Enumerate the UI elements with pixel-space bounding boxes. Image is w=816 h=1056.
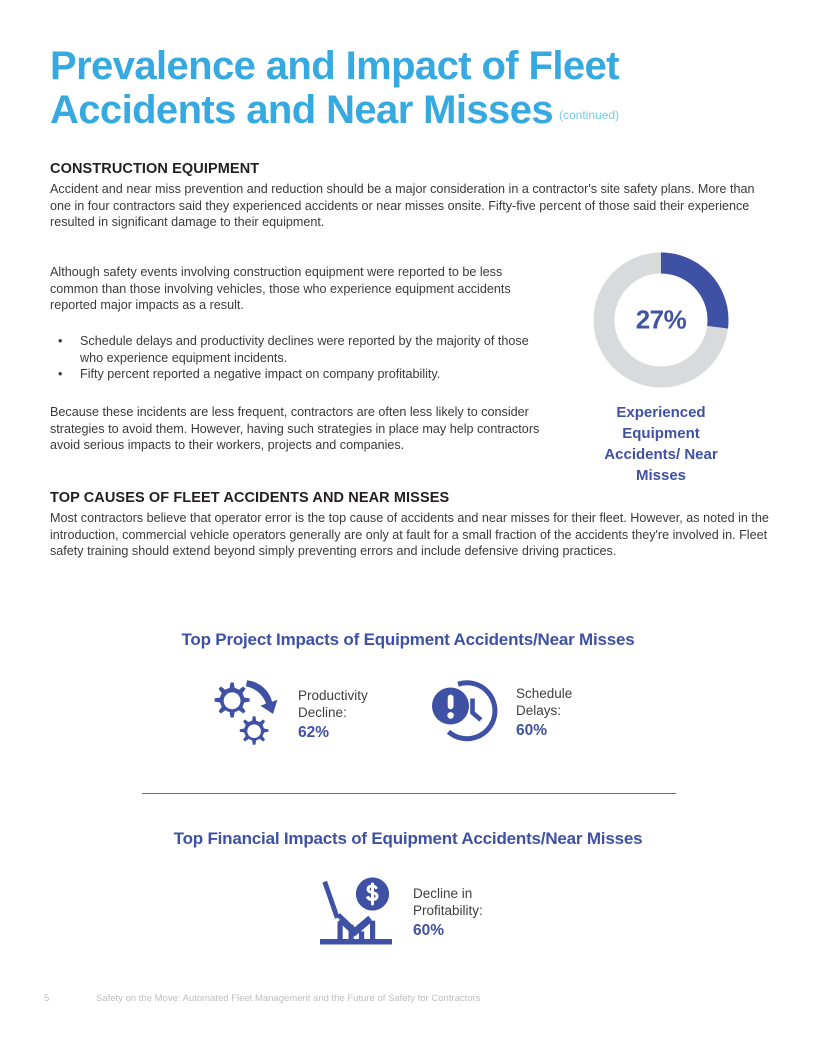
paragraph-construction-intro: Accident and near miss prevention and reduction should be a major consideration in a contractor's site safety plans. More than one in four contractors said they experienced accidents or near misses onsite. Fifty-five percent of those said their experience resulted in significant damage to their equipment.: [50, 182, 755, 230]
donut-graphic: [589, 248, 733, 392]
paragraph-top-causes: Most contractors believe that operator error is the top cause of accidents and near misses for their fleet. However, as noted in the introduction, commercial vehicle operators generally are only at fault for a small fraction of the accidents they're involved in. Fleet safety training should extend beyond simply preventing errors and include defensive driving practices.: [50, 511, 769, 559]
stat-label-line-2: Profitability:: [413, 903, 483, 919]
stat-caption: [413, 885, 483, 940]
list-item: [50, 333, 550, 366]
footer-text: Safety on the Move: Automated Fleet Management and the Future of Safety for Contractors: [96, 993, 481, 1004]
alert-clock-icon: [428, 676, 504, 748]
stat-schedule-delays: [428, 676, 572, 748]
stat-value: 60%: [413, 921, 445, 939]
project-impacts-title: Top Project Impacts of Equipment Accidents/Near Misses: [181, 630, 635, 649]
stat-value: 62%: [298, 723, 330, 741]
donut-chart-experienced-equipment-accidents: [586, 248, 736, 486]
section-divider: [142, 793, 676, 794]
bullet-list-equipment-impacts: [50, 333, 550, 383]
footer-page-number: 5: [44, 993, 50, 1004]
stat-label-line-2: Delays:: [516, 703, 562, 719]
page-title-block: [50, 44, 750, 132]
bullet-marker-icon: •: [58, 367, 63, 382]
stat-decline-in-profitability: [315, 876, 483, 948]
paragraph-construction-strategies: Because these incidents are less frequent, contractors are often less likely to consider strategies to avoid them. However, having such strategies in place may help contractors avoid serious impacts to their workers, projects and companies.: [50, 405, 540, 453]
title-continued-note: (continued): [559, 108, 620, 122]
page-footer: [44, 993, 480, 1004]
list-item-text: Fifty percent reported a negative impact on company profitability.: [80, 367, 441, 382]
stat-value: 60%: [516, 721, 548, 739]
stat-caption: [516, 685, 572, 740]
stat-caption: [298, 687, 368, 742]
stat-label-line-1: Productivity: [298, 687, 368, 703]
section-heading-construction-equipment: CONSTRUCTION EQUIPMENT: [50, 161, 260, 177]
stat-label-line-1: Schedule: [516, 685, 573, 701]
stat-label-line-2: Decline:: [298, 705, 347, 721]
stat-productivity-decline: [200, 676, 368, 752]
bullet-marker-icon: •: [58, 334, 63, 348]
financial-impacts-title: Top Financial Impacts of Equipment Accidents/Near Misses: [173, 829, 643, 848]
page-title: Prevalence and Impact of Fleet Accidents and Near Misses: [50, 44, 619, 132]
section-heading-top-causes: TOP CAUSES OF FLEET ACCIDENTS AND NEAR MISSES: [50, 490, 450, 506]
list-item: [50, 366, 550, 383]
gears-icon: [200, 676, 286, 752]
donut-value-label: 27%: [635, 304, 687, 335]
paragraph-construction-impacts: Although safety events involving construction equipment were reported to be less common than those involving vehicles, those who experience equipment accidents reported major impacts as a result.: [50, 265, 511, 313]
list-item-text: Schedule delays and productivity declines were reported by the majority of those who experience equipment incidents.: [80, 334, 529, 365]
donut-caption: Experienced Equipment Accidents/ Near Misses: [604, 404, 718, 484]
declining-chart-dollar-icon: [315, 876, 401, 948]
stat-label-line-1: Decline in: [413, 885, 473, 901]
